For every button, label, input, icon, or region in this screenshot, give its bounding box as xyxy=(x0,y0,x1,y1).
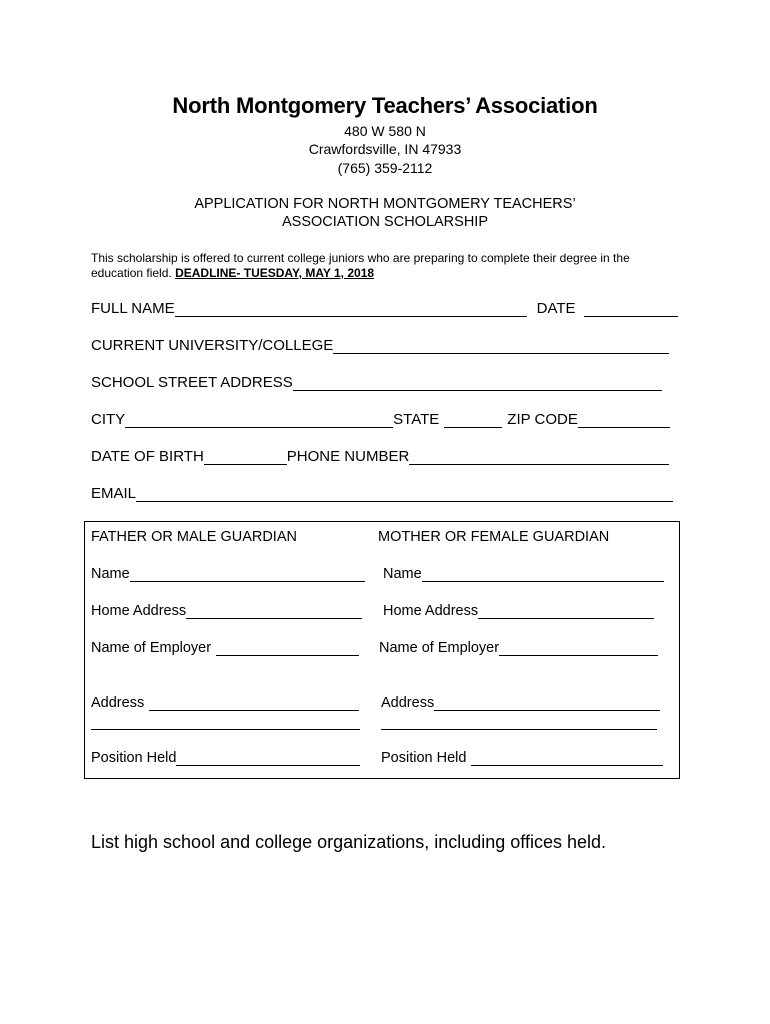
phone-field[interactable] xyxy=(409,450,669,465)
phone-number: (765) 359-2112 xyxy=(337,160,433,176)
university-label: CURRENT UNIVERSITY/COLLEGE xyxy=(91,337,334,354)
mother-employer-field[interactable] xyxy=(499,641,658,656)
mother-position-field[interactable] xyxy=(471,751,663,766)
mother-address-label: Address xyxy=(381,695,435,711)
date-field[interactable] xyxy=(584,302,678,317)
mother-address-field[interactable] xyxy=(434,696,660,711)
state-label: STATE xyxy=(393,411,440,428)
father-employer-row xyxy=(91,640,359,656)
father-heading: FATHER OR MALE GUARDIAN xyxy=(91,529,297,545)
mother-home-address-row xyxy=(383,603,654,619)
phone-label: PHONE NUMBER xyxy=(286,448,410,465)
city-label: CITY xyxy=(91,411,126,428)
father-position-row xyxy=(91,750,360,766)
father-employer-field[interactable] xyxy=(216,641,359,656)
zip-field[interactable] xyxy=(578,413,670,428)
university-field[interactable] xyxy=(333,339,669,354)
father-name-field[interactable] xyxy=(130,567,365,582)
school-address-field[interactable] xyxy=(293,376,662,391)
father-employer-label: Name of Employer xyxy=(91,640,212,656)
mother-name-label: Name xyxy=(383,566,422,582)
city-state: Crawfordsville, IN 47933 xyxy=(308,141,462,157)
mother-address-line2[interactable] xyxy=(381,729,657,730)
father-home-address-label: Home Address xyxy=(91,603,187,619)
father-home-address-row xyxy=(91,603,362,619)
father-name-row xyxy=(91,566,365,582)
mother-home-address-field[interactable] xyxy=(478,604,654,619)
city-state-zip-row xyxy=(91,411,670,428)
date-label: DATE xyxy=(536,300,576,317)
dob-label: DATE OF BIRTH xyxy=(91,448,204,465)
mother-position-label: Position Held xyxy=(381,750,467,766)
father-address-label: Address xyxy=(91,695,145,711)
organization-title: North Montgomery Teachers’ Association xyxy=(172,93,598,118)
mother-employer-label: Name of Employer xyxy=(379,640,500,656)
father-position-field[interactable] xyxy=(176,751,360,766)
deadline-text: DEADLINE- TUESDAY, MAY 1, 2018 xyxy=(175,266,375,280)
organizations-heading: List high school and college organizations, including offices held. xyxy=(91,832,607,852)
father-home-address-field[interactable] xyxy=(186,604,362,619)
father-address-row xyxy=(91,695,359,711)
father-position-label: Position Held xyxy=(91,750,177,766)
full-name-label: FULL NAME xyxy=(91,300,175,317)
mother-employer-row xyxy=(379,640,658,656)
application-title-line1: APPLICATION FOR NORTH MONTGOMERY TEACHERS’ xyxy=(194,196,576,212)
mother-heading: MOTHER OR FEMALE GUARDIAN xyxy=(378,529,610,545)
email-label: EMAIL xyxy=(91,485,137,502)
application-title-line2: ASSOCIATION SCHOLARSHIP xyxy=(282,214,488,230)
school-address-label: SCHOOL STREET ADDRESS xyxy=(91,374,293,391)
dob-field[interactable] xyxy=(204,450,287,465)
email-field[interactable] xyxy=(136,487,673,502)
intro-text: This scholarship is offered to current college juniors who are preparing to complete their degree in the education field. xyxy=(91,251,630,280)
father-name-label: Name xyxy=(91,566,130,582)
mother-name-field[interactable] xyxy=(422,567,664,582)
father-address-field[interactable] xyxy=(149,696,359,711)
city-field[interactable] xyxy=(125,413,393,428)
mother-position-row xyxy=(381,750,663,766)
mother-name-row xyxy=(383,566,664,582)
street-address: 480 W 580 N xyxy=(344,123,426,139)
zip-label: ZIP CODE xyxy=(507,411,578,428)
mother-address-row xyxy=(381,695,660,711)
school-address-row xyxy=(91,374,662,391)
state-field[interactable] xyxy=(444,413,502,428)
mother-home-address-label: Home Address xyxy=(383,603,479,619)
full-name-field[interactable] xyxy=(175,302,527,317)
university-row xyxy=(91,337,669,354)
full-name-row xyxy=(91,300,678,317)
intro-paragraph xyxy=(91,251,671,281)
email-row xyxy=(91,485,673,502)
father-address-line2[interactable] xyxy=(91,729,360,730)
dob-phone-row xyxy=(91,448,669,465)
